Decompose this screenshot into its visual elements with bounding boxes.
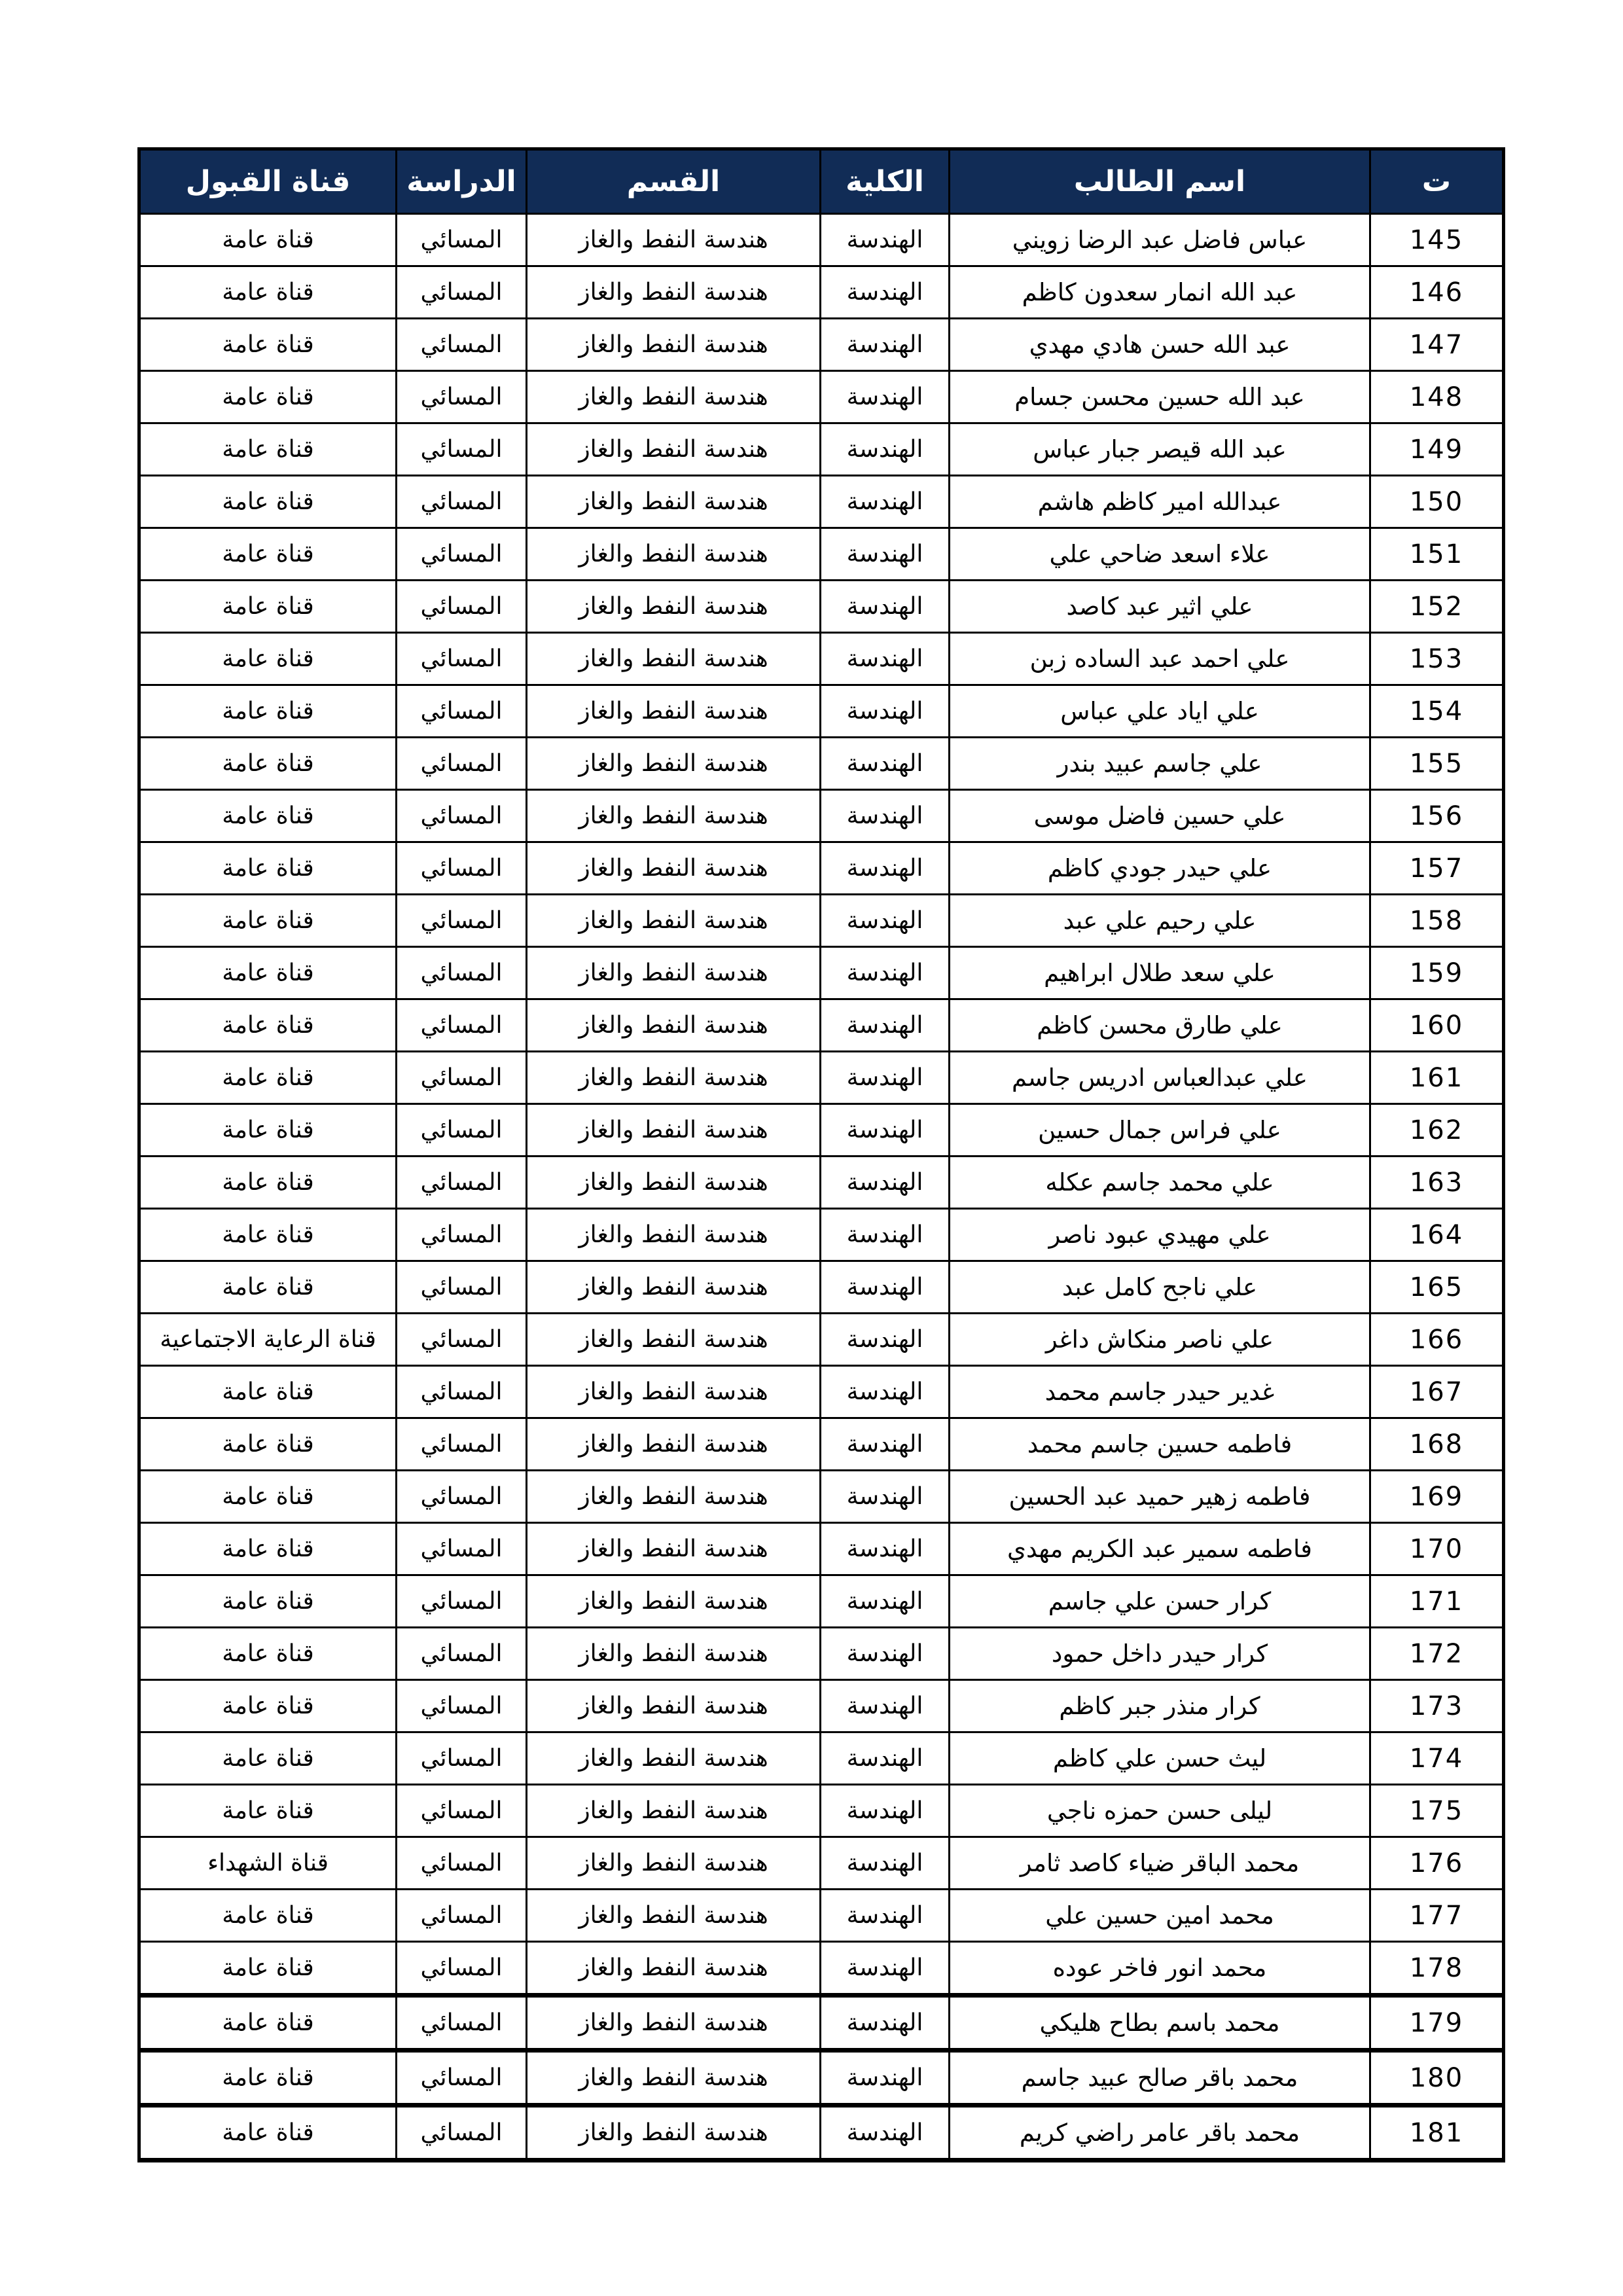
- table-row: [139, 1104, 1504, 1157]
- cell-channel: قناة عامة: [139, 1732, 397, 1785]
- cell-college: الهندسة: [821, 1732, 950, 1785]
- header-cell-department: القسم: [527, 149, 821, 214]
- cell-study: المسائي: [397, 1732, 527, 1785]
- cell-index: 167: [1370, 1366, 1504, 1418]
- cell-department: هندسة النفط والغاز: [527, 2051, 821, 2106]
- cell-study: المسائي: [397, 581, 527, 633]
- cell-department: هندسة النفط والغاز: [527, 685, 821, 738]
- cell-index: 172: [1370, 1628, 1504, 1680]
- cell-department: هندسة النفط والغاز: [527, 790, 821, 842]
- cell-study: المسائي: [397, 1366, 527, 1418]
- cell-college: الهندسة: [821, 1157, 950, 1209]
- cell-index: 177: [1370, 1890, 1504, 1942]
- cell-name: محمد انور فاخر عوده: [950, 1942, 1370, 1996]
- header-cell-college: الكلية: [821, 149, 950, 214]
- table-row: [139, 1261, 1504, 1314]
- cell-department: هندسة النفط والغاز: [527, 1837, 821, 1890]
- cell-index: 153: [1370, 633, 1504, 685]
- cell-channel: قناة عامة: [139, 895, 397, 947]
- cell-index: 178: [1370, 1942, 1504, 1996]
- cell-channel: قناة عامة: [139, 1523, 397, 1575]
- cell-channel: قناة الشهداء: [139, 1837, 397, 1890]
- cell-department: هندسة النفط والغاز: [527, 1523, 821, 1575]
- table-row: [139, 423, 1504, 476]
- cell-department: هندسة النفط والغاز: [527, 1732, 821, 1785]
- header-cell-index: ت: [1370, 149, 1504, 214]
- cell-department: هندسة النفط والغاز: [527, 2106, 821, 2161]
- cell-channel: قناة عامة: [139, 790, 397, 842]
- cell-channel: قناة عامة: [139, 476, 397, 528]
- cell-college: الهندسة: [821, 581, 950, 633]
- cell-study: المسائي: [397, 214, 527, 266]
- header-row: [139, 149, 1504, 214]
- table-row: [139, 1157, 1504, 1209]
- table-row: [139, 947, 1504, 999]
- cell-department: هندسة النفط والغاز: [527, 1628, 821, 1680]
- cell-name: محمد الباقر ضياء كاصد ثامر: [950, 1837, 1370, 1890]
- cell-index: 164: [1370, 1209, 1504, 1261]
- cell-name: علي عبدالعباس ادريس جاسم: [950, 1052, 1370, 1104]
- cell-department: هندسة النفط والغاز: [527, 738, 821, 790]
- table-row: [139, 738, 1504, 790]
- cell-college: الهندسة: [821, 947, 950, 999]
- cell-name: محمد امين حسين علي: [950, 1890, 1370, 1942]
- cell-study: المسائي: [397, 1628, 527, 1680]
- table-row: [139, 1209, 1504, 1261]
- cell-college: الهندسة: [821, 1996, 950, 2051]
- cell-name: علي محمد جاسم عكله: [950, 1157, 1370, 1209]
- cell-college: الهندسة: [821, 1418, 950, 1471]
- cell-name: علي ناصر منكاش داغر: [950, 1314, 1370, 1366]
- cell-index: 171: [1370, 1575, 1504, 1628]
- table-row: [139, 581, 1504, 633]
- table-row: [139, 1680, 1504, 1732]
- cell-name: محمد باقر عامر راضي كريم: [950, 2106, 1370, 2161]
- cell-study: المسائي: [397, 423, 527, 476]
- cell-college: الهندسة: [821, 738, 950, 790]
- cell-college: الهندسة: [821, 1209, 950, 1261]
- table-row: [139, 2051, 1504, 2106]
- cell-department: هندسة النفط والغاز: [527, 214, 821, 266]
- cell-index: 158: [1370, 895, 1504, 947]
- cell-channel: قناة عامة: [139, 685, 397, 738]
- cell-name: فاطمه حسين جاسم محمد: [950, 1418, 1370, 1471]
- cell-study: المسائي: [397, 528, 527, 581]
- cell-channel: قناة عامة: [139, 1471, 397, 1523]
- table-row: [139, 1471, 1504, 1523]
- cell-study: المسائي: [397, 2106, 527, 2161]
- cell-index: 155: [1370, 738, 1504, 790]
- cell-study: المسائي: [397, 685, 527, 738]
- cell-name: علي جاسم عبيد بندر: [950, 738, 1370, 790]
- cell-department: هندسة النفط والغاز: [527, 476, 821, 528]
- cell-channel: قناة عامة: [139, 947, 397, 999]
- cell-name: محمد باسم بطاح هليكي: [950, 1996, 1370, 2051]
- cell-index: 175: [1370, 1785, 1504, 1837]
- table-row: [139, 476, 1504, 528]
- cell-college: الهندسة: [821, 1575, 950, 1628]
- table-row: [139, 1314, 1504, 1366]
- cell-study: المسائي: [397, 1261, 527, 1314]
- cell-college: الهندسة: [821, 1942, 950, 1996]
- cell-name: كرار حسن علي جاسم: [950, 1575, 1370, 1628]
- cell-department: هندسة النفط والغاز: [527, 371, 821, 423]
- cell-study: المسائي: [397, 1680, 527, 1732]
- cell-channel: قناة عامة: [139, 319, 397, 371]
- cell-department: هندسة النفط والغاز: [527, 1104, 821, 1157]
- cell-study: المسائي: [397, 842, 527, 895]
- cell-channel: قناة عامة: [139, 1157, 397, 1209]
- cell-college: الهندسة: [821, 371, 950, 423]
- cell-index: 154: [1370, 685, 1504, 738]
- cell-name: عبد الله انمار سعدون كاظم: [950, 266, 1370, 319]
- header-cell-channel: قناة القبول: [139, 149, 397, 214]
- cell-department: هندسة النفط والغاز: [527, 528, 821, 581]
- cell-name: علاء اسعد ضاحي علي: [950, 528, 1370, 581]
- cell-study: المسائي: [397, 633, 527, 685]
- cell-department: هندسة النفط والغاز: [527, 1314, 821, 1366]
- cell-study: المسائي: [397, 947, 527, 999]
- cell-department: هندسة النفط والغاز: [527, 319, 821, 371]
- cell-index: 160: [1370, 999, 1504, 1052]
- cell-channel: قناة عامة: [139, 738, 397, 790]
- cell-index: 147: [1370, 319, 1504, 371]
- table-row: [139, 1366, 1504, 1418]
- cell-department: هندسة النفط والغاز: [527, 1575, 821, 1628]
- cell-channel: قناة عامة: [139, 1052, 397, 1104]
- cell-channel: قناة عامة: [139, 1209, 397, 1261]
- cell-department: هندسة النفط والغاز: [527, 633, 821, 685]
- cell-department: هندسة النفط والغاز: [527, 581, 821, 633]
- cell-index: 165: [1370, 1261, 1504, 1314]
- cell-channel: قناة عامة: [139, 371, 397, 423]
- cell-name: محمد باقر صالح عبيد جاسم: [950, 2051, 1370, 2106]
- header-cell-study: الدراسة: [397, 149, 527, 214]
- cell-study: المسائي: [397, 1314, 527, 1366]
- cell-department: هندسة النفط والغاز: [527, 999, 821, 1052]
- students-table-container: [141, 147, 1505, 2162]
- cell-name: علي حسين فاضل موسى: [950, 790, 1370, 842]
- cell-index: 176: [1370, 1837, 1504, 1890]
- table-row: [139, 1575, 1504, 1628]
- cell-index: 161: [1370, 1052, 1504, 1104]
- cell-index: 148: [1370, 371, 1504, 423]
- cell-channel: قناة عامة: [139, 1996, 397, 2051]
- cell-department: هندسة النفط والغاز: [527, 1261, 821, 1314]
- cell-index: 146: [1370, 266, 1504, 319]
- cell-name: علي سعد طلال ابراهيم: [950, 947, 1370, 999]
- cell-college: الهندسة: [821, 1523, 950, 1575]
- cell-name: علي طارق محسن كاظم: [950, 999, 1370, 1052]
- cell-name: عبدالله امير كاظم هاشم: [950, 476, 1370, 528]
- cell-channel: قناة عامة: [139, 1890, 397, 1942]
- cell-department: هندسة النفط والغاز: [527, 947, 821, 999]
- cell-study: المسائي: [397, 266, 527, 319]
- cell-name: فاطمه سمير عبد الكريم مهدي: [950, 1523, 1370, 1575]
- cell-study: المسائي: [397, 1996, 527, 2051]
- cell-index: 169: [1370, 1471, 1504, 1523]
- cell-name: فاطمه زهير حميد عبد الحسين: [950, 1471, 1370, 1523]
- cell-channel: قناة عامة: [139, 842, 397, 895]
- table-row: [139, 1942, 1504, 1996]
- cell-name: علي احمد عبد الساده زبن: [950, 633, 1370, 685]
- cell-college: الهندسة: [821, 1104, 950, 1157]
- cell-department: هندسة النفط والغاز: [527, 1209, 821, 1261]
- table-row: [139, 214, 1504, 266]
- table-row: [139, 2106, 1504, 2161]
- table-row: [139, 790, 1504, 842]
- cell-channel: قناة عامة: [139, 1261, 397, 1314]
- cell-department: هندسة النفط والغاز: [527, 1418, 821, 1471]
- cell-channel: قناة عامة: [139, 1418, 397, 1471]
- cell-college: الهندسة: [821, 2051, 950, 2106]
- table-row: [139, 266, 1504, 319]
- cell-index: 180: [1370, 2051, 1504, 2106]
- cell-channel: قناة عامة: [139, 999, 397, 1052]
- table-row: [139, 1418, 1504, 1471]
- cell-college: الهندسة: [821, 266, 950, 319]
- cell-index: 163: [1370, 1157, 1504, 1209]
- table-row: [139, 895, 1504, 947]
- cell-college: الهندسة: [821, 1052, 950, 1104]
- cell-college: الهندسة: [821, 685, 950, 738]
- cell-name: ليلى حسن حمزه ناجي: [950, 1785, 1370, 1837]
- cell-study: المسائي: [397, 999, 527, 1052]
- cell-index: 168: [1370, 1418, 1504, 1471]
- cell-study: المسائي: [397, 1418, 527, 1471]
- cell-name: علي اياد علي عباس: [950, 685, 1370, 738]
- table-row: [139, 685, 1504, 738]
- cell-index: 179: [1370, 1996, 1504, 2051]
- cell-college: الهندسة: [821, 633, 950, 685]
- students-table: [137, 147, 1505, 2162]
- cell-study: المسائي: [397, 1209, 527, 1261]
- table-row: [139, 1628, 1504, 1680]
- cell-college: الهندسة: [821, 1837, 950, 1890]
- table-row: [139, 319, 1504, 371]
- cell-college: الهندسة: [821, 214, 950, 266]
- table-row: [139, 1523, 1504, 1575]
- cell-college: الهندسة: [821, 476, 950, 528]
- cell-study: المسائي: [397, 1837, 527, 1890]
- cell-index: 152: [1370, 581, 1504, 633]
- cell-college: الهندسة: [821, 423, 950, 476]
- cell-department: هندسة النفط والغاز: [527, 1052, 821, 1104]
- cell-college: الهندسة: [821, 1471, 950, 1523]
- table-row: [139, 371, 1504, 423]
- cell-index: 157: [1370, 842, 1504, 895]
- cell-study: المسائي: [397, 1471, 527, 1523]
- cell-index: 145: [1370, 214, 1504, 266]
- cell-study: المسائي: [397, 1785, 527, 1837]
- cell-channel: قناة عامة: [139, 1366, 397, 1418]
- cell-college: الهندسة: [821, 528, 950, 581]
- cell-name: علي مهيدي عبود ناصر: [950, 1209, 1370, 1261]
- cell-name: علي رحيم علي عبد: [950, 895, 1370, 947]
- cell-channel: قناة عامة: [139, 2051, 397, 2106]
- cell-channel: قناة عامة: [139, 1628, 397, 1680]
- cell-study: المسائي: [397, 738, 527, 790]
- cell-department: هندسة النفط والغاز: [527, 1680, 821, 1732]
- cell-study: المسائي: [397, 1157, 527, 1209]
- cell-study: المسائي: [397, 895, 527, 947]
- cell-channel: قناة عامة: [139, 1942, 397, 1996]
- table-row: [139, 528, 1504, 581]
- cell-channel: قناة عامة: [139, 1104, 397, 1157]
- table-row: [139, 1052, 1504, 1104]
- cell-department: هندسة النفط والغاز: [527, 1890, 821, 1942]
- table-row: [139, 1996, 1504, 2051]
- cell-name: كرار منذر جبر كاظم: [950, 1680, 1370, 1732]
- cell-college: الهندسة: [821, 1680, 950, 1732]
- cell-study: المسائي: [397, 1890, 527, 1942]
- cell-study: المسائي: [397, 790, 527, 842]
- cell-channel: قناة عامة: [139, 214, 397, 266]
- cell-channel: قناة عامة: [139, 581, 397, 633]
- table-row: [139, 1732, 1504, 1785]
- cell-index: 151: [1370, 528, 1504, 581]
- cell-index: 156: [1370, 790, 1504, 842]
- cell-channel: قناة عامة: [139, 1785, 397, 1837]
- cell-name: عباس فاضل عبد الرضا زويني: [950, 214, 1370, 266]
- table-row: [139, 999, 1504, 1052]
- cell-college: الهندسة: [821, 1261, 950, 1314]
- cell-college: الهندسة: [821, 1628, 950, 1680]
- cell-college: الهندسة: [821, 2106, 950, 2161]
- cell-index: 162: [1370, 1104, 1504, 1157]
- cell-channel: قناة عامة: [139, 1680, 397, 1732]
- cell-study: المسائي: [397, 1104, 527, 1157]
- cell-department: هندسة النفط والغاز: [527, 1471, 821, 1523]
- cell-channel: قناة الرعاية الاجتماعية: [139, 1314, 397, 1366]
- cell-channel: قناة عامة: [139, 423, 397, 476]
- cell-name: علي حيدر جودي كاظم: [950, 842, 1370, 895]
- cell-department: هندسة النفط والغاز: [527, 1785, 821, 1837]
- cell-index: 174: [1370, 1732, 1504, 1785]
- cell-college: الهندسة: [821, 1890, 950, 1942]
- cell-department: هندسة النفط والغاز: [527, 842, 821, 895]
- cell-index: 149: [1370, 423, 1504, 476]
- cell-index: 170: [1370, 1523, 1504, 1575]
- cell-college: الهندسة: [821, 999, 950, 1052]
- cell-college: الهندسة: [821, 790, 950, 842]
- cell-department: هندسة النفط والغاز: [527, 1996, 821, 2051]
- cell-department: هندسة النفط والغاز: [527, 266, 821, 319]
- cell-name: ليث حسن علي كاظم: [950, 1732, 1370, 1785]
- cell-channel: قناة عامة: [139, 1575, 397, 1628]
- cell-channel: قناة عامة: [139, 266, 397, 319]
- table-row: [139, 842, 1504, 895]
- cell-channel: قناة عامة: [139, 528, 397, 581]
- header-cell-name: اسم الطالب: [950, 149, 1370, 214]
- cell-name: كرار حيدر داخل حمود: [950, 1628, 1370, 1680]
- cell-index: 159: [1370, 947, 1504, 999]
- cell-name: علي فراس جمال حسين: [950, 1104, 1370, 1157]
- cell-study: المسائي: [397, 1523, 527, 1575]
- cell-study: المسائي: [397, 476, 527, 528]
- cell-college: الهندسة: [821, 319, 950, 371]
- cell-index: 181: [1370, 2106, 1504, 2161]
- table-row: [139, 1785, 1504, 1837]
- cell-index: 173: [1370, 1680, 1504, 1732]
- cell-department: هندسة النفط والغاز: [527, 1157, 821, 1209]
- cell-college: الهندسة: [821, 842, 950, 895]
- cell-name: عبد الله قيصر جبار عباس: [950, 423, 1370, 476]
- cell-name: عبد الله حسن هادي مهدي: [950, 319, 1370, 371]
- cell-college: الهندسة: [821, 1366, 950, 1418]
- table-row: [139, 1890, 1504, 1942]
- cell-college: الهندسة: [821, 1785, 950, 1837]
- cell-channel: قناة عامة: [139, 2106, 397, 2161]
- cell-name: غدير حيدر جاسم محمد: [950, 1366, 1370, 1418]
- cell-study: المسائي: [397, 2051, 527, 2106]
- cell-study: المسائي: [397, 1575, 527, 1628]
- cell-name: علي ناجح كامل عبد: [950, 1261, 1370, 1314]
- cell-department: هندسة النفط والغاز: [527, 1366, 821, 1418]
- cell-college: الهندسة: [821, 1314, 950, 1366]
- table-row: [139, 633, 1504, 685]
- cell-study: المسائي: [397, 319, 527, 371]
- cell-college: الهندسة: [821, 895, 950, 947]
- cell-study: المسائي: [397, 371, 527, 423]
- cell-name: علي اثير عبد كاصد: [950, 581, 1370, 633]
- cell-channel: قناة عامة: [139, 633, 397, 685]
- cell-study: المسائي: [397, 1052, 527, 1104]
- cell-department: هندسة النفط والغاز: [527, 423, 821, 476]
- cell-index: 166: [1370, 1314, 1504, 1366]
- cell-index: 150: [1370, 476, 1504, 528]
- cell-department: هندسة النفط والغاز: [527, 1942, 821, 1996]
- cell-name: عبد الله حسين محسن جسام: [950, 371, 1370, 423]
- table-row: [139, 1837, 1504, 1890]
- cell-department: هندسة النفط والغاز: [527, 895, 821, 947]
- cell-study: المسائي: [397, 1942, 527, 1996]
